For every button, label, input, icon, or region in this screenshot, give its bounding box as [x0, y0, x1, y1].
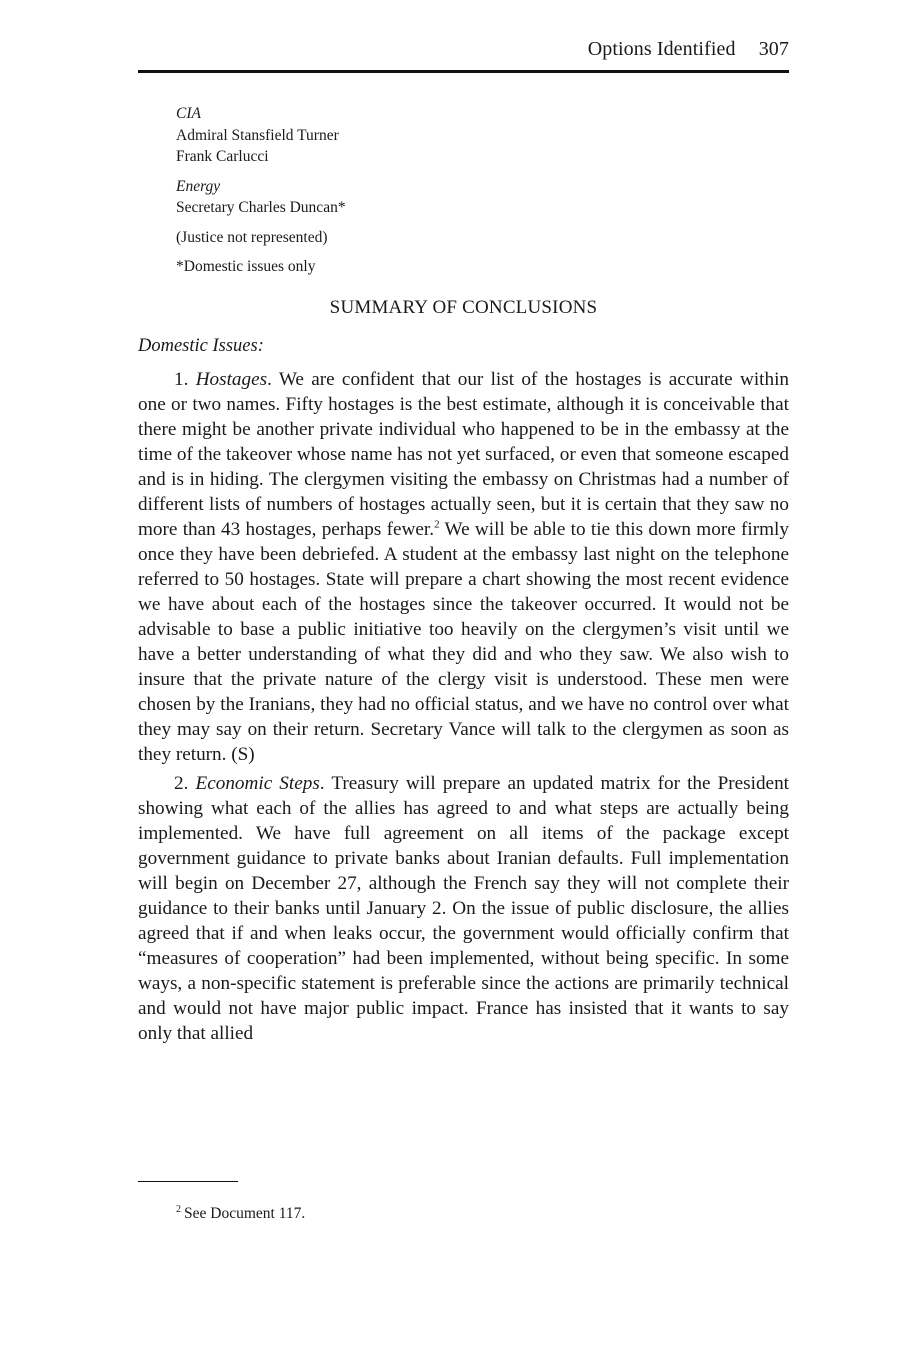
section-label: Domestic Issues: [138, 336, 264, 356]
agency-name: Energy [176, 177, 221, 195]
summary-heading: SUMMARY OF CONCLUSIONS [329, 297, 598, 318]
attendee-name: Frank Carlucci [176, 148, 269, 165]
running-head-title: Options Identified [587, 38, 736, 60]
asterisk-note: *Domestic issues only [176, 258, 316, 275]
attendee-list [176, 103, 736, 286]
footnote-text: See Document 117. [184, 1205, 306, 1222]
paragraph-text: We will be able to tie this down more firmly once they have been debriefed. A student at the embassy last night on the telephone referred to 50 hostages. State will prepare a chart showing the most recent evidence we have about each of the hostages since the takeover occurred. It would not be advisable to base a public initiative too heavily on the clergymen’s visit until we have a better understanding of what they did and who they saw. We also wish to insure that the private nature of the clergy visit is understood. These men were chosen by the Iranians, they had no official status, and we have no control over what they may say on their return. Secretary Vance will talk to the clergymen as soon as they return. (S) [138, 519, 789, 765]
paragraph-text: . Treasury will prepare an updated matrix for the President showing what each of the allies has agreed to and what steps are actually being implemented. We have full agreement on all items of the package except government guidance to private banks about Iranian defaults. Full implementation will begin on December 27, although the French say they will not complete their guidance to their banks until January 2. On the issue of public disclosure, the allies agreed that if and when leaks occur, the government would officially confirm that “measures of cooperation” had been implemented, without being specific. In some ways, a non-specific statement is preferable since the actions are primarily technical and would not have major public impact. France has insisted that it wants to say only that allied [138, 773, 789, 1044]
page-number: 307 [758, 38, 789, 60]
attendee-name: Admiral Stansfield Turner [176, 126, 339, 144]
attendee-name: Secretary Charles Duncan* [176, 199, 346, 216]
paragraph-topic: Hostages [195, 369, 268, 390]
body-text [138, 367, 789, 1050]
paragraph-economic-steps [138, 771, 789, 1046]
justice-note: (Justice not represented) [176, 228, 328, 246]
paragraph-number: 1. [174, 369, 189, 390]
paragraph-text: . We are confident that our list of the hostages is accurate within one or two names. Fifty hostages is the best estimate, although it is conceivable that there might be another private individual who happened to be in the embassy at the time of the takeover whose name has not yet surfaced, or even that someone escaped and is in hiding. The clergymen visiting the embassy on Christmas had a number of different lists of numbers of hostages actually seen, but it is certain that they saw no more than 43 hostages, perhaps fewer. [138, 369, 790, 540]
agency-name: CIA [176, 105, 201, 122]
footnote [176, 1205, 305, 1223]
running-head [588, 38, 789, 61]
footnote-divider [138, 1181, 238, 1182]
paragraph-number: 2. [174, 773, 189, 794]
attendee-group-cia [176, 103, 736, 168]
page-header [138, 30, 789, 73]
footnote-number: 2 [176, 1203, 181, 1215]
attendee-group-energy [176, 176, 736, 219]
paragraph-hostages [138, 367, 789, 767]
paragraph-topic: Economic Steps [195, 773, 320, 794]
footnote-ref: 2 [434, 518, 440, 531]
